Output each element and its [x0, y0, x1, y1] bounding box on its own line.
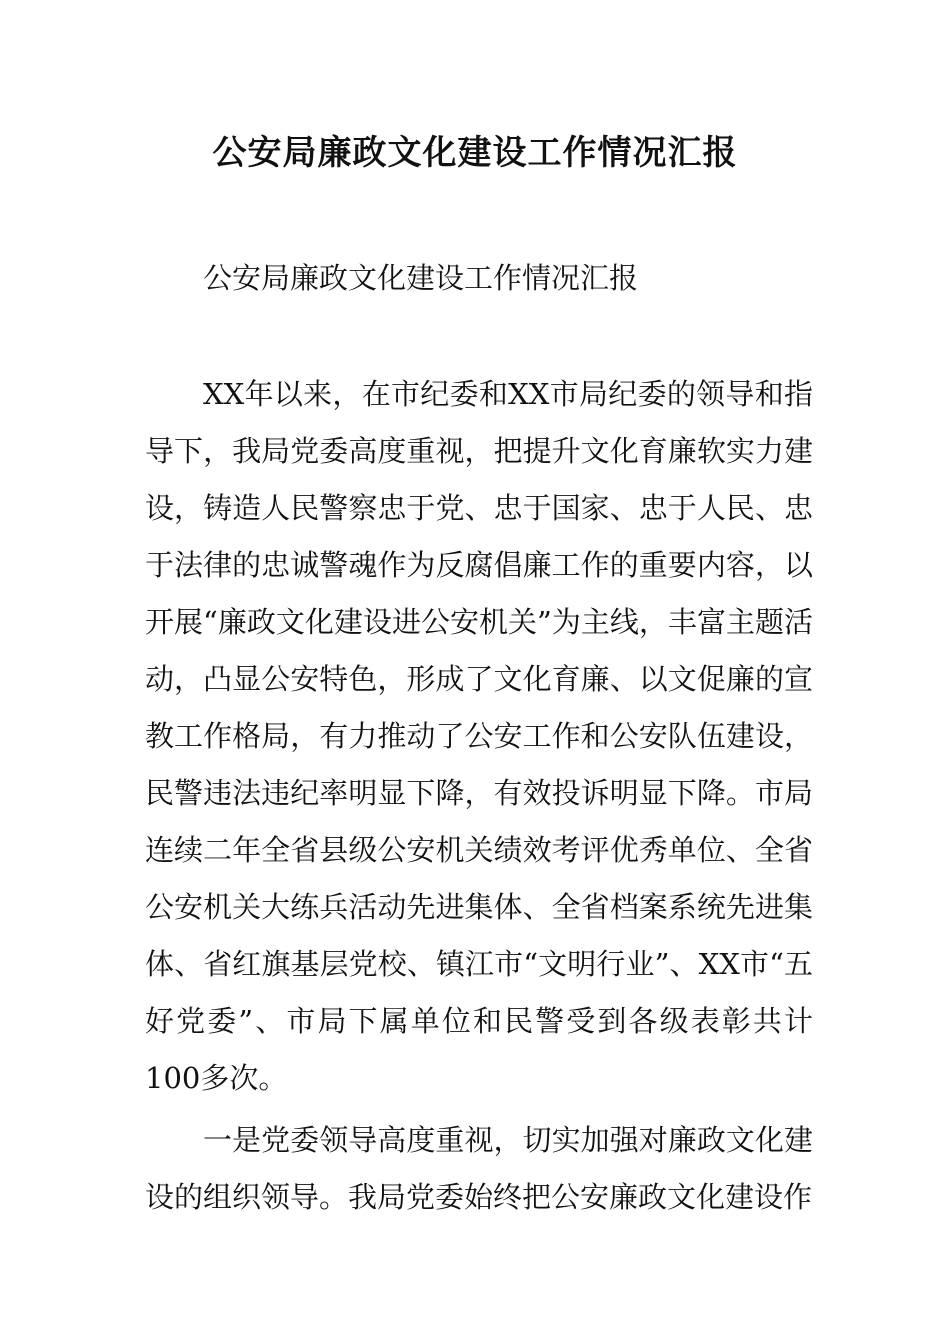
paragraph-point-one: 一是党委领导高度重视，切实加强对廉政文化建设的组织领导。我局党委始终把公安廉政文化建设作 — [145, 1123, 813, 1214]
document-title: 公安局廉政文化建设工作情况汇报 — [212, 133, 738, 173]
document-subtitle: 公安局廉政文化建设工作情况汇报 — [203, 261, 639, 295]
paragraph-intro: XX年以来，在市纪委和XX市局纪委的领导和指导下，我局党委高度重视，把提升文化育廉软实力建设，铸造人民警察忠于党、忠于国家、忠于人民、忠于法律的忠诚警魂作为反腐倡廉工作的重要内容，以开展“廉政文化建设进公安机关”为主线，丰富主题活动，凸显公安特色，形成了文化育廉、以文促廉的宣教工作格局，有力推动了公安工作和公安队伍建设，民警违法违纪率明显下降，有效投诉明显下降。市局连续二年全省县级公安机关绩效考评优秀单位、全省公安机关大练兵活动先进集体、全省档案系统先进集体、省红旗基层党校、镇江市“文明行业”、XX市“五好党委”、市局下属单位和民警受到各级表彰共计100多次。 — [145, 377, 813, 1095]
